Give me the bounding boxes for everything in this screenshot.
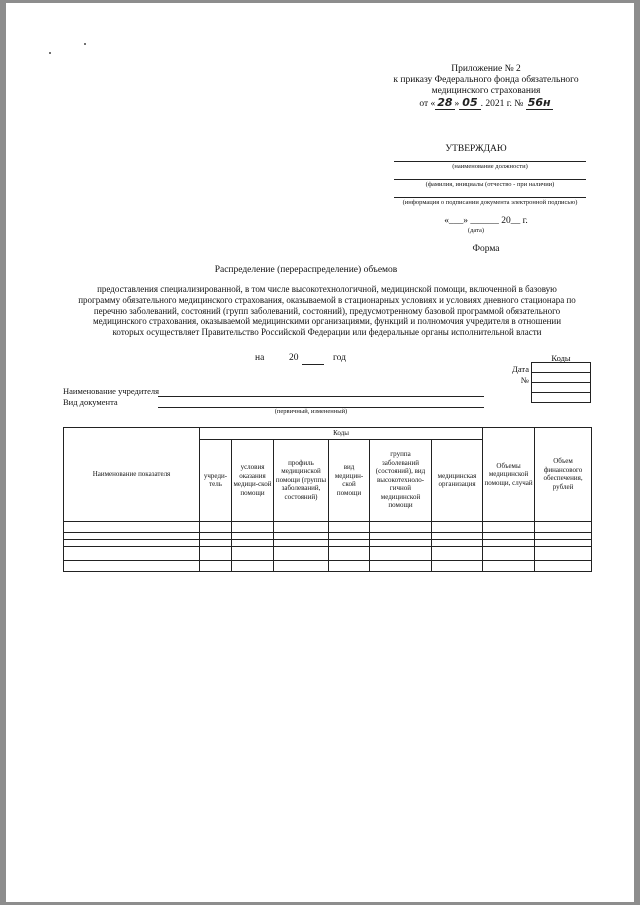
column-header: условия оказания медици-ской помощи: [232, 439, 274, 521]
position-caption: (наименование должности): [452, 163, 528, 170]
table-cell: [274, 521, 329, 532]
column-header: учреди-тель: [200, 439, 232, 521]
table-cell: [432, 560, 483, 571]
codes-date-label: Дата: [512, 364, 529, 374]
period-na: на: [255, 353, 265, 363]
codes-number-label: №: [520, 375, 529, 385]
table-cell: [483, 539, 535, 546]
table-cell: [370, 546, 432, 560]
table-cell: [200, 546, 232, 560]
table-cell: [274, 560, 329, 571]
appendix-line-1: Приложение № 2: [451, 64, 521, 74]
table-cell: [483, 546, 535, 560]
table-cell: [432, 532, 483, 539]
approve-date-line: «___» ______ 20__ г.: [444, 216, 528, 226]
table-row: [64, 539, 592, 546]
form-label: Форма: [472, 244, 500, 254]
period-year: 20: [289, 353, 299, 363]
table-cell: [64, 546, 200, 560]
table-cell: [483, 532, 535, 539]
paragraph-line: предоставления специализированной, в том числе высокотехнологичной, медицинской помощи, включенной в базовую: [97, 284, 557, 294]
position-line: [394, 161, 586, 162]
appendix-date-line: [386, 97, 586, 110]
appendix-block: [386, 64, 586, 110]
column-header: Объем финансового обеспечения, рублей: [535, 428, 592, 522]
table-cell: [329, 532, 370, 539]
indicators-table: [63, 427, 592, 572]
appendix-line-3: медицинского страхования: [431, 86, 541, 96]
table-row: [64, 521, 592, 532]
handwritten-month: 05: [459, 96, 480, 110]
table-row: [64, 560, 592, 571]
table-cell: [483, 521, 535, 532]
table-cell: [274, 532, 329, 539]
table-cell: [232, 539, 274, 546]
table-cell: [329, 560, 370, 571]
date-prefix: от «: [419, 99, 436, 109]
table-cell: [200, 539, 232, 546]
table-cell: [200, 560, 232, 571]
paragraph-line: медицинского страхования, оказываемой медицинскими организациями, функций и полномочия учредителя в отношении: [92, 316, 562, 327]
table-cell: [432, 546, 483, 560]
column-header: Объемы медицинской помощи, случай: [483, 428, 535, 522]
document-page: [6, 3, 634, 902]
table-cell: [232, 532, 274, 539]
signature-line: [394, 197, 586, 198]
column-header: вид медицин-ской помощи: [329, 439, 370, 521]
handwritten-day: 28: [437, 96, 453, 109]
codes-cell: [532, 363, 591, 373]
codes-cell: [532, 393, 591, 403]
table-cell: [64, 539, 200, 546]
period-god: год: [333, 353, 346, 363]
table-cell: [370, 539, 432, 546]
table-cell: [535, 560, 592, 571]
table-cell: [274, 539, 329, 546]
table-cell: [232, 546, 274, 560]
table-cell: [535, 521, 592, 532]
codes-cell: [532, 373, 591, 383]
signature-caption: (информация о подписании документа электронной подписью): [402, 199, 578, 206]
table-cell: [535, 532, 592, 539]
date-year: . 2021 г. №: [480, 99, 524, 109]
doc-type-caption: (первичный, измененный): [274, 408, 348, 415]
table-cell: [200, 521, 232, 532]
paragraph-line: которых осуществляет Правительство Российской Федерации или федеральные органы исполнительной власти: [112, 327, 542, 338]
table-cell: [432, 539, 483, 546]
paragraph-line: перечню заболеваний, состояний (групп заболеваний, состояний), предусмотренному базовой программой обязательного: [93, 305, 561, 316]
paragraph-line: программу обязательного медицинского страхования, оказываемой в стационарных условиях и условиях дневного стационара по: [78, 294, 576, 305]
table-cell: [370, 532, 432, 539]
founder-label: Наименование учредителя: [63, 386, 160, 396]
table-cell: [535, 539, 592, 546]
table-cell: [232, 560, 274, 571]
name-caption: (фамилия, инициалы (отчество - при наличии): [425, 181, 555, 188]
handwritten-number: 56н: [527, 96, 551, 109]
column-header: группа заболеваний (состояний), вид высокотехноло-гичной медицинской помощи: [370, 439, 432, 521]
founder-line: [158, 396, 484, 397]
table-cell: [200, 532, 232, 539]
approve-title: УТВЕРЖДАЮ: [445, 144, 507, 154]
scan-speck: [84, 43, 86, 45]
table-cell: [329, 539, 370, 546]
date-mid: »: [454, 99, 460, 109]
table-cell: [64, 560, 200, 571]
indicator-header: Наименование показателя: [64, 428, 200, 522]
table-cell: [432, 521, 483, 532]
column-header: профиль медицинской помощи (группы заболеваний, состояний): [274, 439, 329, 521]
table-cell: [64, 532, 200, 539]
title-paragraph: [62, 284, 592, 338]
scan-speck: [49, 52, 51, 54]
table-cell: [535, 546, 592, 560]
table-cell: [370, 521, 432, 532]
table-cell: [370, 560, 432, 571]
table-cell: [329, 521, 370, 532]
approve-date-caption: (дата): [467, 227, 485, 234]
appendix-line-2: к приказу Федерального фонда обязательного: [393, 75, 579, 85]
table-cell: [274, 546, 329, 560]
table-row: [64, 546, 592, 560]
column-header: медицинская организация: [432, 439, 483, 521]
codes-group-header: Коды: [200, 428, 483, 440]
codes-table: [531, 362, 591, 403]
codes-header: Коды: [551, 353, 571, 363]
table-row: [64, 532, 592, 539]
codes-cell: [532, 383, 591, 393]
table-cell: [64, 521, 200, 532]
doc-type-label: Вид документа: [63, 397, 118, 407]
table-cell: [232, 521, 274, 532]
table-cell: [329, 546, 370, 560]
name-line: [394, 179, 586, 180]
table-cell: [483, 560, 535, 571]
document-title: Распределение (перераспределение) объемов: [214, 265, 398, 275]
table-body: [64, 521, 592, 571]
year-blank-line: [302, 364, 324, 365]
